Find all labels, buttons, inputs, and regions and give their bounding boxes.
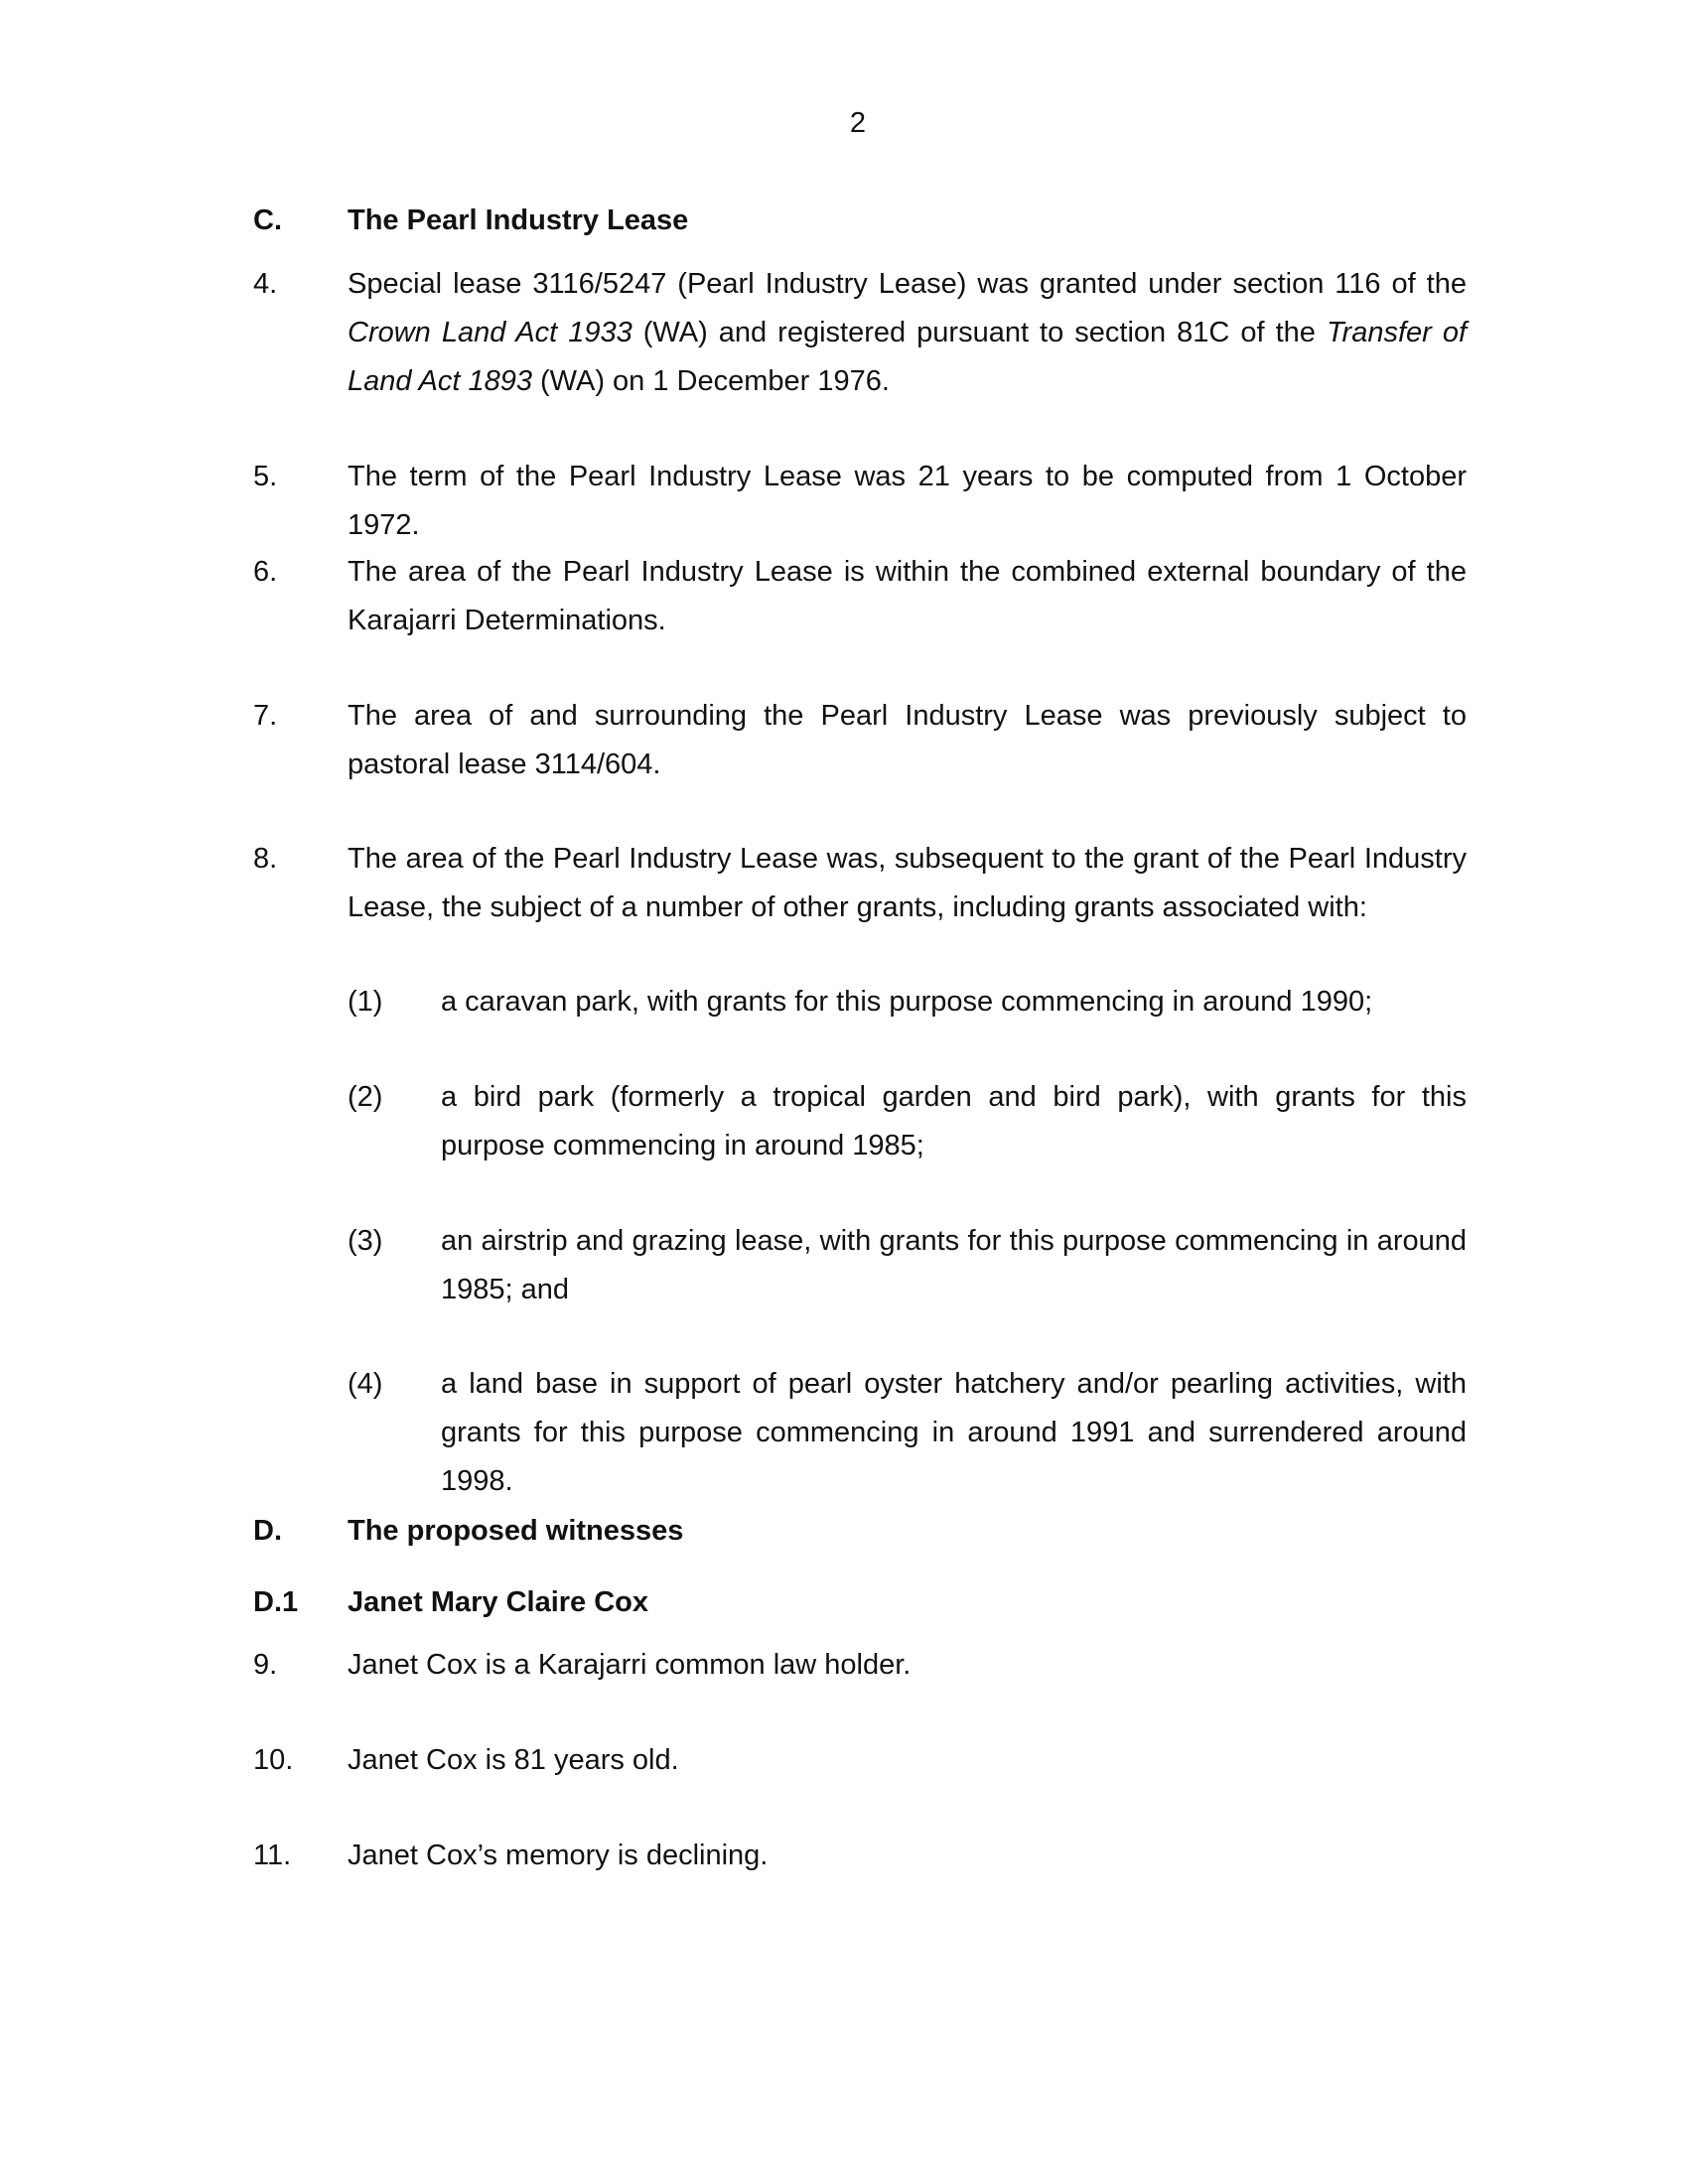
- paragraph-text-part: Special lease 3116/5247 (Pearl Industry Lease) was granted under section 116 of the: [348, 268, 1467, 300]
- sub-item-text: a bird park (formerly a tropical garden and bird park), with grants for this purpose commencing in around 1985;: [441, 1081, 1467, 1161]
- paragraph-number: 6.: [253, 556, 278, 588]
- sub-item-3: [348, 1217, 1467, 1314]
- sub-item-number: (3): [348, 1225, 383, 1257]
- sub-item-2: [348, 1073, 1467, 1170]
- paragraph-text-part: (WA) and registered pursuant to section 81C of the: [632, 317, 1327, 348]
- paragraph-text: [348, 260, 1467, 406]
- paragraph-text-part: (WA) on 1 December 1976.: [531, 365, 890, 397]
- statute-name: Crown Land Act 1933: [348, 317, 633, 348]
- section-d1-heading: [253, 1578, 1467, 1627]
- paragraph-text: The area of the Pearl Industry Lease is within the combined external boundary of the Karajarri Determinations.: [348, 556, 1467, 636]
- sub-item-1: [348, 978, 1467, 1026]
- sub-item-number: (2): [348, 1081, 383, 1113]
- page-number: 2: [849, 107, 867, 139]
- paragraph-text: Janet Cox is 81 years old.: [348, 1744, 679, 1776]
- sub-item-number: (4): [348, 1368, 383, 1400]
- sub-item-text: an airstrip and grazing lease, with grants for this purpose commencing in around 1985; and: [441, 1225, 1467, 1305]
- section-c-number: C.: [253, 205, 282, 236]
- paragraph-number: 11.: [253, 1840, 292, 1871]
- sub-item-text: a land base in support of pearl oyster hatchery and/or pearling activities, with grants for this purpose commencing in around 1991 and surrendered around 1998.: [441, 1368, 1467, 1497]
- section-d-title: The proposed witnesses: [348, 1515, 684, 1547]
- paragraph-number: 9.: [253, 1649, 278, 1681]
- section-d1-title: Janet Mary Claire Cox: [348, 1586, 649, 1618]
- paragraph-9: [253, 1641, 1467, 1690]
- paragraph-number: 4.: [253, 268, 278, 300]
- paragraph-number: 7.: [253, 700, 278, 732]
- section-d1-number: D.1: [253, 1586, 299, 1618]
- section-c-title: The Pearl Industry Lease: [348, 205, 689, 236]
- paragraph-7: [253, 692, 1467, 789]
- paragraph-5: [253, 453, 1467, 550]
- paragraph-number: 8.: [253, 843, 278, 875]
- paragraph-10: [253, 1736, 1467, 1785]
- sub-item-text: a caravan park, with grants for this purpose commencing in around 1990;: [441, 986, 1373, 1018]
- paragraph-text: The area of and surrounding the Pearl Industry Lease was previously subject to pastoral lease 3114/604.: [348, 700, 1467, 780]
- section-c-heading: [253, 197, 1467, 245]
- statute-name: Transfer of Land Act 1893: [348, 317, 1468, 397]
- paragraph-text: Janet Cox’s memory is declining.: [348, 1840, 769, 1871]
- paragraph-number: 10.: [253, 1744, 294, 1776]
- paragraph-8: [253, 835, 1467, 932]
- paragraph-text: Janet Cox is a Karajarri common law holder.: [348, 1649, 912, 1681]
- section-d-number: D.: [253, 1515, 282, 1547]
- section-d-heading: [253, 1507, 1467, 1556]
- sub-item-number: (1): [348, 986, 383, 1018]
- paragraph-text: The area of the Pearl Industry Lease was, subsequent to the grant of the Pearl Industry Lease, the subject of a number of other grants, including grants associated with:: [348, 843, 1467, 923]
- paragraph-11: [253, 1832, 1467, 1880]
- paragraph-number: 5.: [253, 461, 278, 492]
- paragraph-4: [253, 260, 1467, 406]
- paragraph-6: [253, 548, 1467, 645]
- sub-item-4: [348, 1360, 1467, 1506]
- paragraph-text: The term of the Pearl Industry Lease was 21 years to be computed from 1 October 1972.: [348, 461, 1467, 541]
